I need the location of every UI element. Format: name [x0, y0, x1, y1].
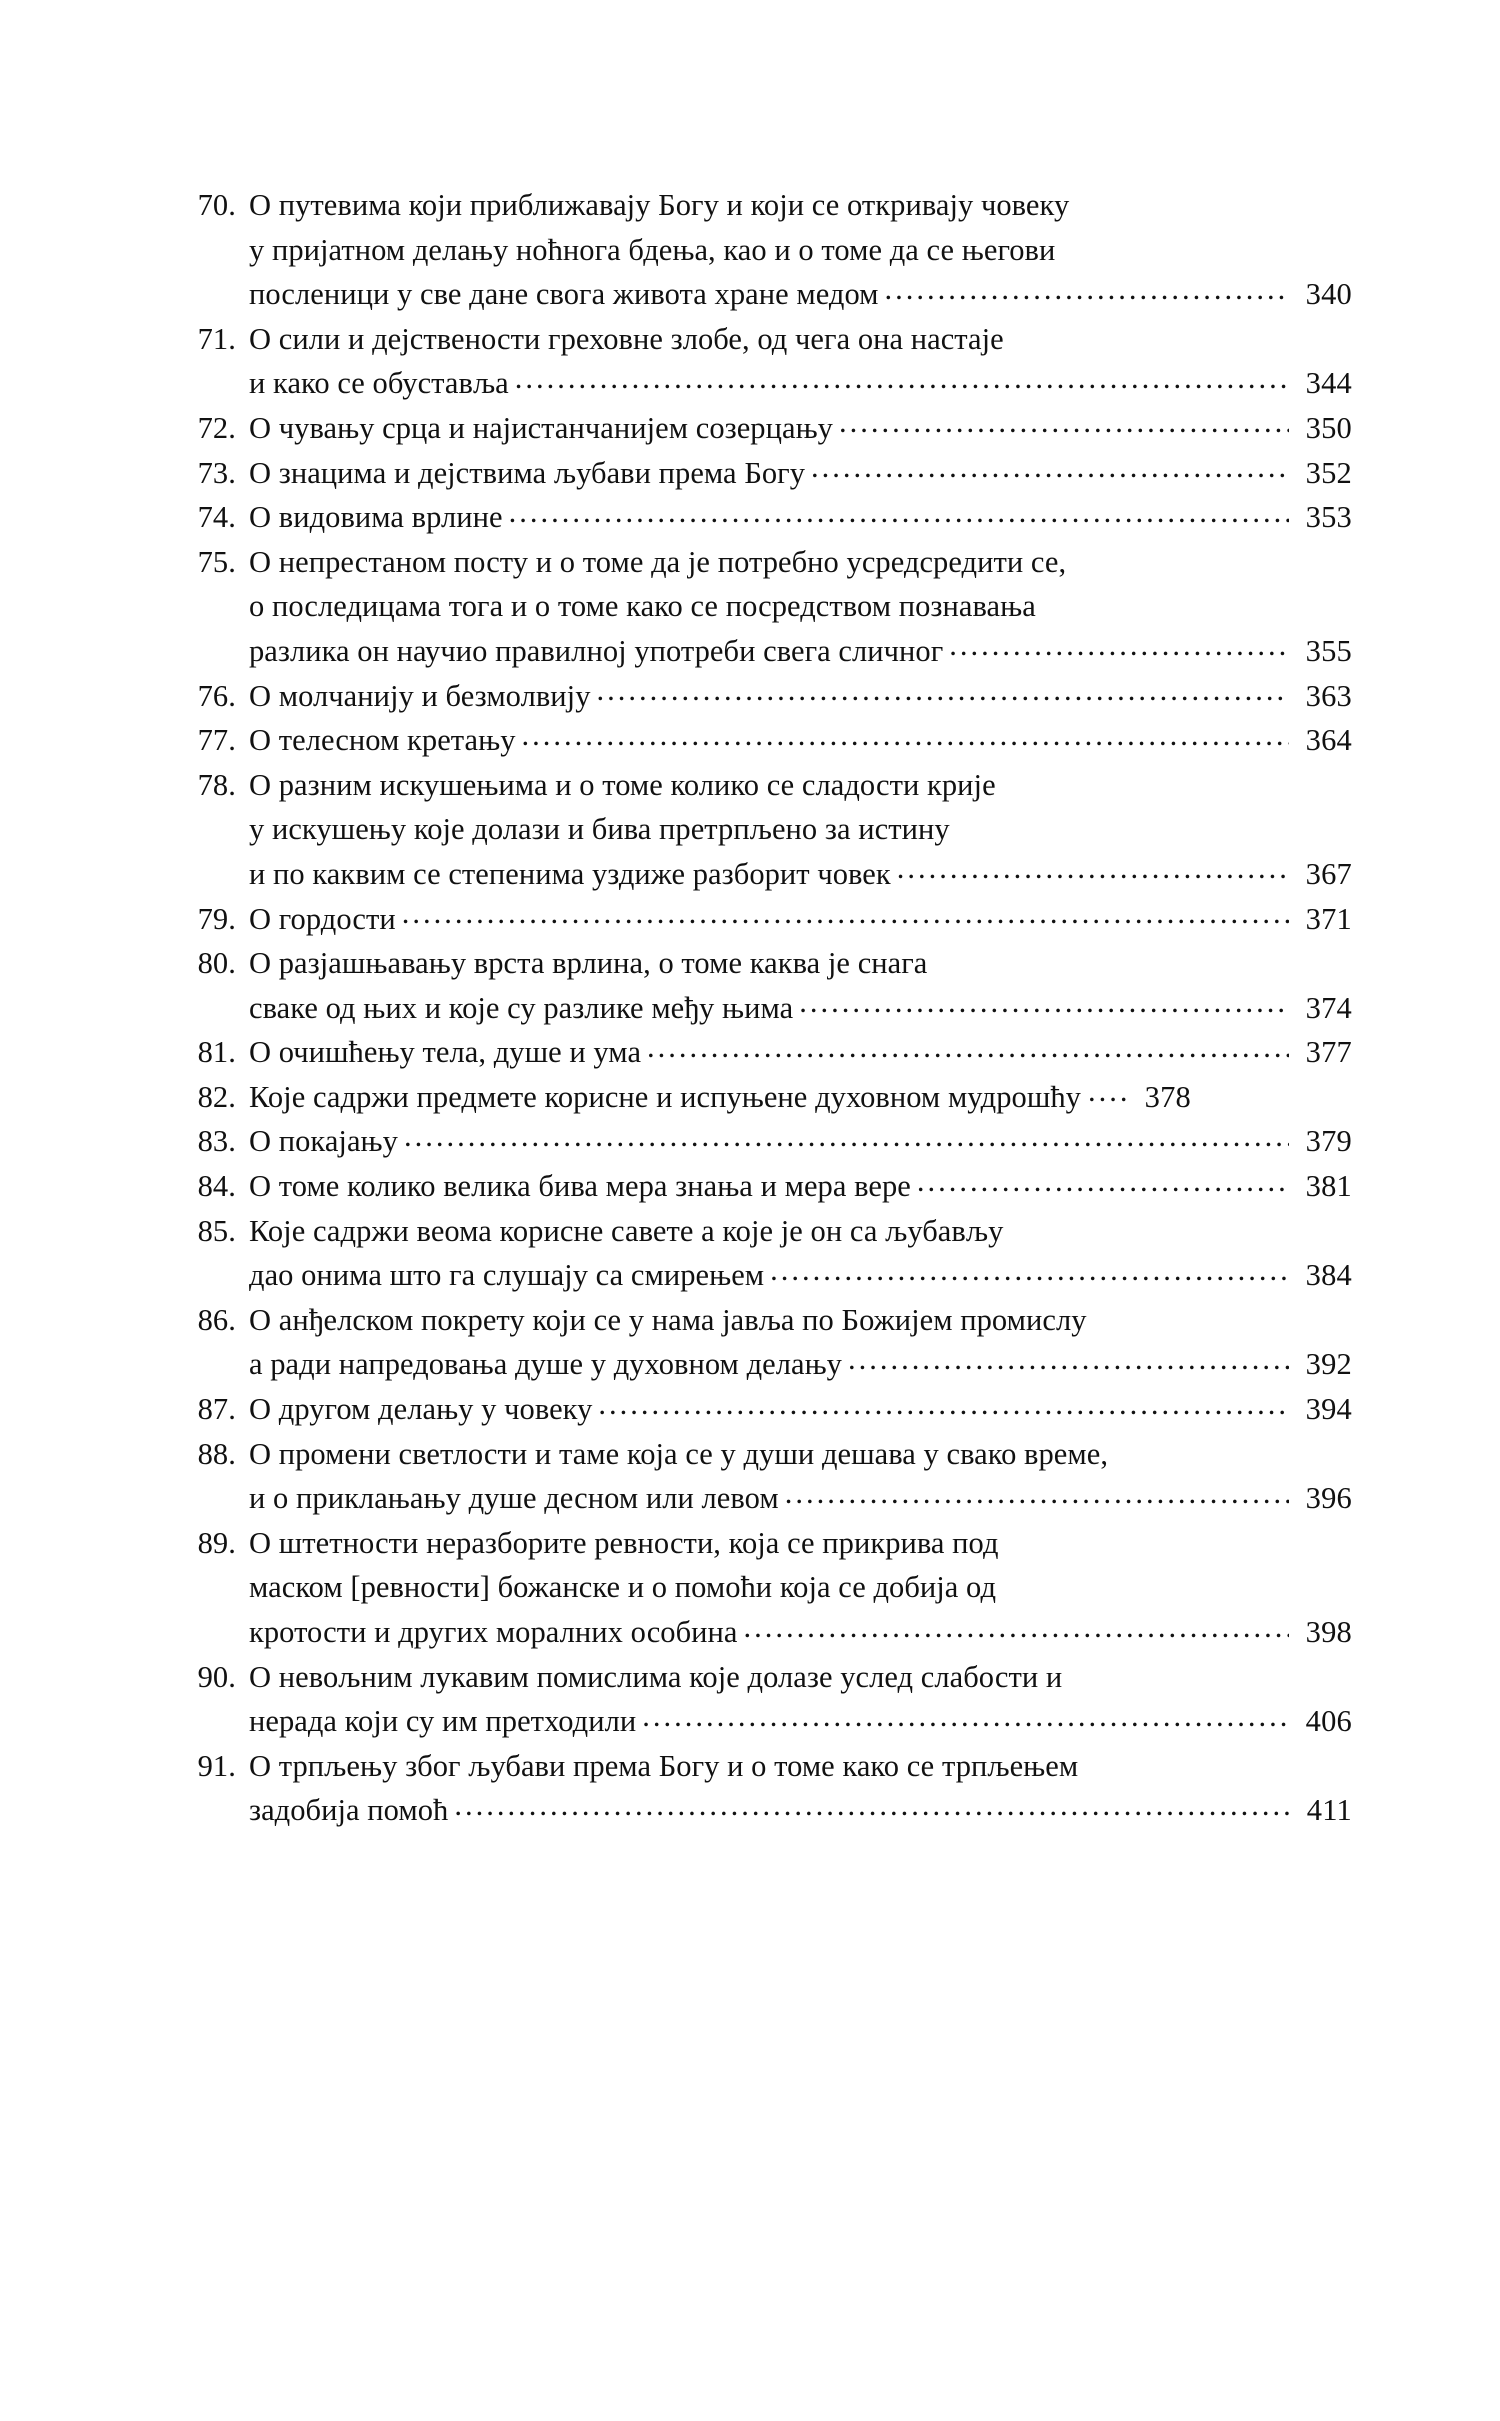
toc-entry[interactable] [172, 406, 1352, 451]
toc-entry-lines [236, 540, 1352, 674]
dot-leader [515, 363, 1289, 394]
toc-entry-title: посленици у све дане свога живота хране медом [249, 277, 879, 312]
toc-entry-line [249, 1253, 1352, 1298]
table-of-contents [172, 183, 1352, 1833]
dot-leader [454, 1790, 1289, 1821]
toc-entry[interactable] [172, 317, 1352, 406]
toc-entry-title: О сили и дејствености греховне злобе, од чега она настаје [249, 321, 1004, 356]
toc-page-number: 374 [1305, 990, 1352, 1025]
dot-leader [897, 853, 1289, 884]
toc-page-number: 398 [1305, 1615, 1352, 1649]
toc-page-number: 352 [1305, 455, 1352, 490]
toc-entry[interactable] [172, 183, 1352, 317]
toc-entry[interactable] [172, 897, 1352, 942]
toc-entry-title: у искушењу које долази и бива претрпљено за истину [249, 812, 950, 847]
toc-entry-lines [236, 718, 1352, 763]
toc-entry-lines [236, 1521, 1352, 1655]
toc-entry[interactable] [172, 1432, 1352, 1521]
toc-entry-number: 78. [197, 767, 236, 802]
toc-entry-line [249, 495, 1352, 540]
toc-entry-title: О другом делању у човеку [249, 1392, 593, 1427]
toc-entry[interactable] [172, 674, 1352, 719]
toc-entry-lines [236, 1387, 1352, 1432]
toc-entry[interactable] [172, 1655, 1352, 1744]
toc-entry-line [249, 852, 1352, 897]
toc-entry[interactable] [172, 451, 1352, 496]
toc-entry[interactable] [172, 540, 1352, 674]
toc-page-number: 379 [1305, 1124, 1352, 1159]
toc-entry-line [249, 1565, 1352, 1610]
dot-leader [811, 452, 1289, 483]
toc-entry-title: о последицама тога и о томе како се посредством познавања [249, 589, 1036, 624]
toc-entry-lines [236, 1209, 1352, 1298]
toc-entry-lines [236, 674, 1352, 719]
toc-page-number: 394 [1305, 1392, 1352, 1427]
toc-entry-line [249, 1476, 1352, 1521]
dot-leader [402, 898, 1289, 929]
toc-entry[interactable] [172, 1075, 1352, 1120]
toc-entry-lines [236, 941, 1352, 1030]
toc-entry-title: у пријатном делању ноћнога бдења, као и о томе да се његови [249, 232, 1056, 267]
toc-entry[interactable] [172, 1209, 1352, 1298]
toc-entry-line [249, 1298, 1352, 1343]
toc-page-number: 364 [1305, 723, 1352, 758]
toc-entry-line [249, 1788, 1352, 1833]
toc-entry-title: О штетности неразборите ревности, која се прикрива под [249, 1525, 999, 1560]
toc-entry-line [249, 1432, 1352, 1477]
toc-entry-lines [236, 317, 1352, 406]
toc-entry-line [249, 183, 1352, 228]
toc-entry-lines [236, 1432, 1352, 1521]
toc-entry-line [249, 451, 1352, 496]
toc-entry-title: О непрестаном посту и о томе да је потребно усредсредити се, [249, 544, 1067, 579]
toc-entry-number: 79. [197, 901, 236, 936]
toc-entry-line [249, 406, 1352, 451]
toc-entry-number: 71. [197, 321, 236, 356]
dot-leader [522, 720, 1289, 751]
toc-entry-title: О гордости [249, 901, 396, 936]
toc-entry-number: 76. [197, 678, 236, 713]
toc-entry-title: О трпљењу због љубави према Богу и о томе како се трпљењем [249, 1748, 1079, 1783]
toc-entry-title: О разним искушењима и о томе колико се сладости крије [249, 767, 996, 802]
toc-entry-number: 74. [197, 500, 236, 535]
toc-entry-lines [236, 451, 1352, 496]
toc-entry-line [249, 1610, 1352, 1655]
toc-entry-lines [236, 183, 1352, 317]
toc-page-number: 378 [1144, 1079, 1191, 1114]
toc-entry[interactable] [172, 495, 1352, 540]
dot-leader [949, 630, 1289, 661]
toc-entry-lines [236, 1655, 1352, 1744]
toc-entry-lines [236, 763, 1352, 897]
dot-leader [848, 1344, 1289, 1375]
toc-entry-line [249, 1075, 1352, 1120]
toc-entry-line [249, 1744, 1352, 1789]
dot-leader [404, 1121, 1289, 1152]
toc-entry-lines [236, 1119, 1352, 1164]
toc-entry-lines [236, 1030, 1352, 1075]
toc-entry-number: 77. [197, 723, 236, 758]
toc-page-number: 344 [1305, 366, 1352, 401]
toc-page-number: 396 [1305, 1481, 1352, 1516]
toc-entry-number: 80. [197, 946, 236, 981]
toc-entry-title: кротости и других моралних особина [249, 1615, 738, 1649]
toc-entry-title: задобија помоћ [249, 1793, 449, 1828]
toc-page-number: 363 [1305, 678, 1352, 713]
toc-entry-line [249, 1521, 1352, 1566]
toc-page-number: 367 [1305, 856, 1352, 891]
toc-entry-title: О промени светлости и таме која се у души дешава у свако време, [249, 1436, 1108, 1471]
toc-entry-title: О знацима и дејствима љубави према Богу [249, 455, 806, 490]
dot-leader [799, 987, 1289, 1018]
toc-entry-title: разлика он научио правилној употреби свега сличног [249, 633, 944, 668]
toc-page-number: 340 [1305, 277, 1352, 312]
toc-entry-title: О путевима који приближавају Богу и који се откривају човеку [249, 188, 1070, 222]
dot-leader [770, 1255, 1289, 1286]
toc-entry-line [249, 1342, 1352, 1387]
toc-entry-line [249, 540, 1352, 585]
toc-entry-line [249, 986, 1352, 1031]
toc-entry-number: 84. [197, 1169, 236, 1204]
toc-page-number: 377 [1305, 1035, 1352, 1070]
dot-leader [743, 1612, 1289, 1643]
toc-entry-lines [236, 1164, 1352, 1209]
toc-entry-line [249, 941, 1352, 986]
toc-entry-number: 86. [197, 1302, 236, 1337]
toc-entry-line [249, 718, 1352, 763]
toc-entry-title: нерада који су им претходили [249, 1704, 637, 1739]
toc-entry-title: маском [ревности] божанске и о помоћи која се добија од [249, 1570, 997, 1605]
toc-entry-number: 90. [197, 1659, 236, 1694]
toc-entry-title: О молчанију и безмолвију [249, 678, 591, 713]
toc-entry-lines [236, 1075, 1352, 1120]
toc-entry-line [249, 272, 1352, 317]
toc-entry-title: Које садржи веома корисне савете а које је он са љубављу [249, 1213, 1004, 1248]
toc-entry-line [249, 763, 1352, 808]
toc-entry-line [249, 674, 1352, 719]
toc-entry-title: О разјашњавању врста врлина, о томе каква је снага [249, 946, 928, 981]
toc-page-number: 411 [1306, 1793, 1352, 1828]
toc-entry-title: О телесном кретању [249, 723, 516, 758]
toc-entry-title: О чувању срца и најистанчанијем созерцању [249, 410, 833, 445]
dot-leader [785, 1478, 1289, 1509]
toc-entry-number: 73. [197, 455, 236, 490]
toc-entry[interactable] [172, 718, 1352, 763]
toc-entry-title: и о приклањању душе десном или левом [249, 1481, 779, 1516]
toc-entry-number: 91. [197, 1748, 236, 1783]
toc-entry-lines [236, 495, 1352, 540]
toc-entry-number: 87. [197, 1392, 236, 1427]
toc-entry-lines [236, 897, 1352, 942]
toc-entry[interactable] [172, 1521, 1352, 1655]
toc-entry-number: 82. [197, 1079, 236, 1114]
dot-leader [839, 407, 1289, 438]
dot-leader [598, 1389, 1289, 1420]
toc-entry[interactable] [172, 1164, 1352, 1209]
toc-entry-title: Које садржи предмете корисне и испуњене духовном мудрошћу [249, 1079, 1081, 1114]
toc-entry-title: О очишћењу тела, душе и ума [249, 1035, 642, 1070]
toc-entry-title: а ради напредовања душе у духовном делању [249, 1347, 842, 1382]
toc-entry-number: 70. [197, 188, 236, 222]
dot-leader [597, 675, 1290, 706]
toc-entry-title: О анђелском покрету који се у нама јавља по Божијем промислу [249, 1302, 1087, 1337]
toc-entry-lines [236, 406, 1352, 451]
toc-entry-title: и по каквим се степенима уздиже разборит човек [249, 856, 891, 891]
dot-leader [642, 1701, 1289, 1732]
dot-leader [885, 274, 1289, 305]
toc-entry-title: сваке од њих и које су разлике међу њима [249, 990, 794, 1025]
toc-entry[interactable] [172, 763, 1352, 897]
toc-entry-title: О покајању [249, 1124, 398, 1159]
toc-entry-number: 89. [197, 1525, 236, 1560]
toc-entry[interactable] [172, 1119, 1352, 1164]
toc-entry-lines [236, 1298, 1352, 1387]
toc-page-number: 355 [1305, 633, 1352, 668]
toc-entry-number: 81. [197, 1035, 236, 1070]
toc-entry[interactable] [172, 1298, 1352, 1387]
toc-entry-line [249, 1387, 1352, 1432]
toc-entry-number: 83. [197, 1124, 236, 1159]
toc-entry-title: О видовима врлине [249, 500, 503, 535]
dot-leader [1088, 1076, 1128, 1107]
toc-entry-title: и како се обуставља [249, 366, 509, 401]
toc-page-number: 371 [1305, 901, 1352, 936]
toc-entry-number: 88. [197, 1436, 236, 1471]
toc-entry-line [249, 317, 1352, 362]
toc-page-number: 392 [1305, 1347, 1352, 1382]
toc-entry-line [249, 228, 1352, 273]
toc-entry-title: О невољним лукавим помислима које долазе услед слабости и [249, 1659, 1063, 1694]
toc-entry-line [249, 897, 1352, 942]
toc-entry-line [249, 629, 1352, 674]
toc-entry-line [249, 1699, 1352, 1744]
toc-entry-title: О томе колико велика бива мера знања и мера вере [249, 1169, 911, 1204]
toc-page-number: 381 [1305, 1169, 1352, 1204]
toc-entry-number: 72. [197, 410, 236, 445]
toc-entry-line [249, 1030, 1352, 1075]
toc-entry[interactable] [172, 1030, 1352, 1075]
toc-page-number: 406 [1305, 1704, 1352, 1739]
toc-entry-line [249, 584, 1352, 629]
toc-entry-title: дао онима што га слушају са смирењем [249, 1258, 765, 1293]
toc-entry[interactable] [172, 1744, 1352, 1833]
toc-entry-line [249, 1164, 1352, 1209]
toc-page-number: 350 [1305, 410, 1352, 445]
toc-entry-line [249, 1119, 1352, 1164]
toc-page-number: 384 [1305, 1258, 1352, 1293]
toc-entry-line [249, 361, 1352, 406]
dot-leader [509, 497, 1289, 528]
toc-entry-number: 85. [197, 1213, 236, 1248]
toc-entry-line [249, 807, 1352, 852]
toc-entry-number: 75. [197, 544, 236, 579]
toc-entry-line [249, 1655, 1352, 1700]
toc-entry-lines [236, 1744, 1352, 1833]
toc-entry[interactable] [172, 1387, 1352, 1432]
dot-leader [917, 1166, 1289, 1197]
toc-entry[interactable] [172, 941, 1352, 1030]
toc-page-number: 353 [1305, 500, 1352, 535]
toc-entry-line [249, 1209, 1352, 1254]
dot-leader [647, 1032, 1289, 1063]
